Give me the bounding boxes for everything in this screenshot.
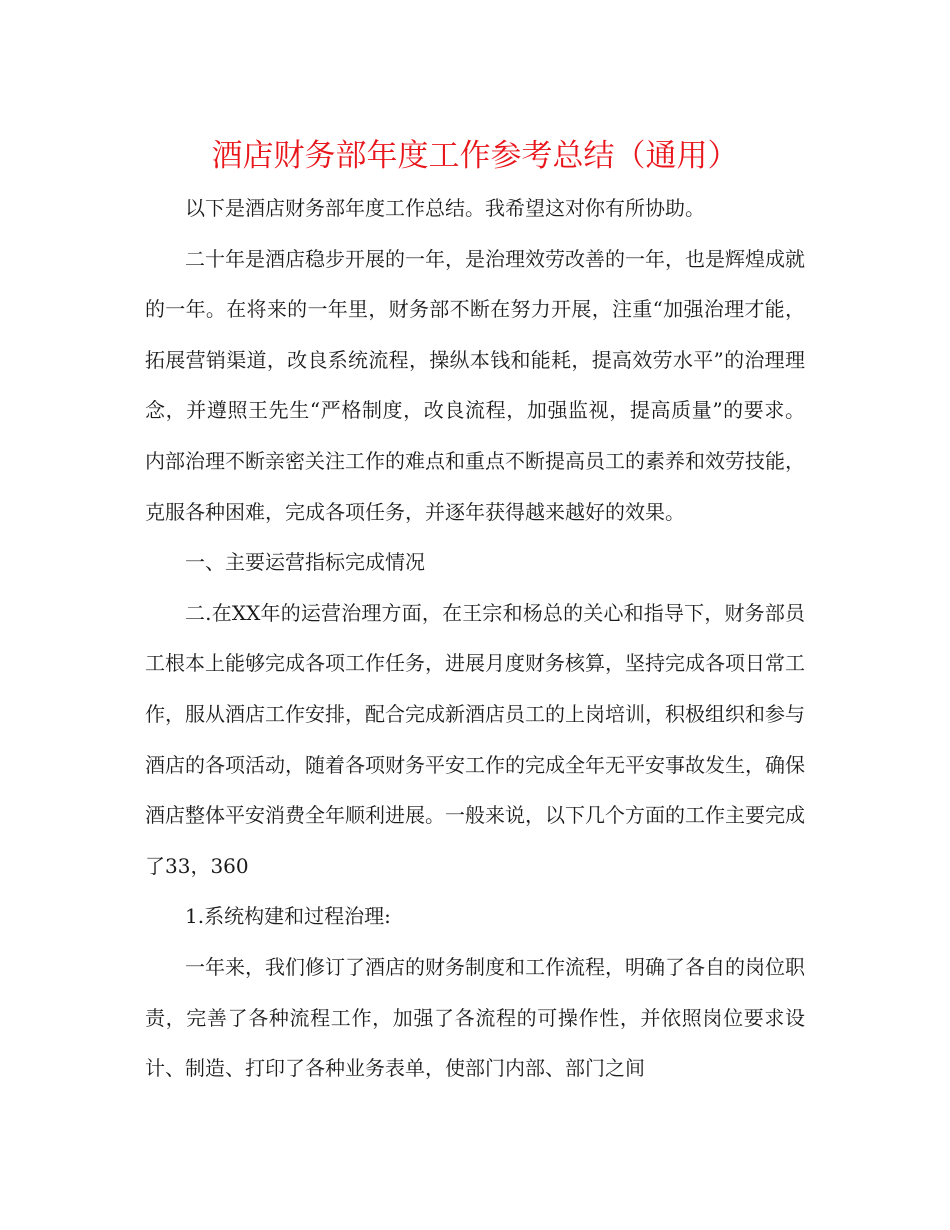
section-heading-1: 一、主要运营指标完成情况 xyxy=(185,550,425,575)
paragraph-intro: 以下是酒店财务部年度工作总结。我希望这对你有所协助。 xyxy=(185,196,705,220)
document-title: 酒店财务部年度工作参考总结（通用） xyxy=(211,138,739,174)
paragraph-system: 一年来，我们修订了酒店的财务制度和工作流程，明确了各自的岗位职责，完善了各种流程工作，加强了各流程的可操作性，并依照岗位要求设计、制造、打印了各种业务表单，使部门内部、部门之间 xyxy=(145,954,805,1081)
document-body xyxy=(145,183,805,1094)
paragraph-overview: 二十年是酒店稳步开展的一年，是治理效劳改善的一年，也是辉煌成就的一年。在将来的一年里，财务部不断在努力开展，注重“加强治理才能，拓展营销渠道，改良系统流程，操纵本钱和能耗，提高效劳水平”的治理理念，并遵照王先生“严格制度，改良流程，加强监视，提高质量”的要求。内部治理不断亲密关注工作的难点和重点不断提高员工的素养和效劳技能，克服各种困难，完成各项任务，并逐年获得越来越好的效果。 xyxy=(145,246,805,524)
paragraph-operations: 二.在XX年的运营治理方面，在王宗和杨总的关心和指导下，财务部员工根本上能够完成各项工作任务，进展月度财务核算，坚持完成各项日常工作，服从酒店工作安排，配合完成新酒店员工的上岗培训，积极组织和参与酒店的各项活动，随着各项财务平安工作的完成全年无平安事故发生，确保酒店整体平安消费全年顺利进展。一般来说，以下几个方面的工作主要完成了33，360 xyxy=(145,600,805,878)
subsection-heading-1: 1.系统构建和过程治理: xyxy=(185,904,391,929)
